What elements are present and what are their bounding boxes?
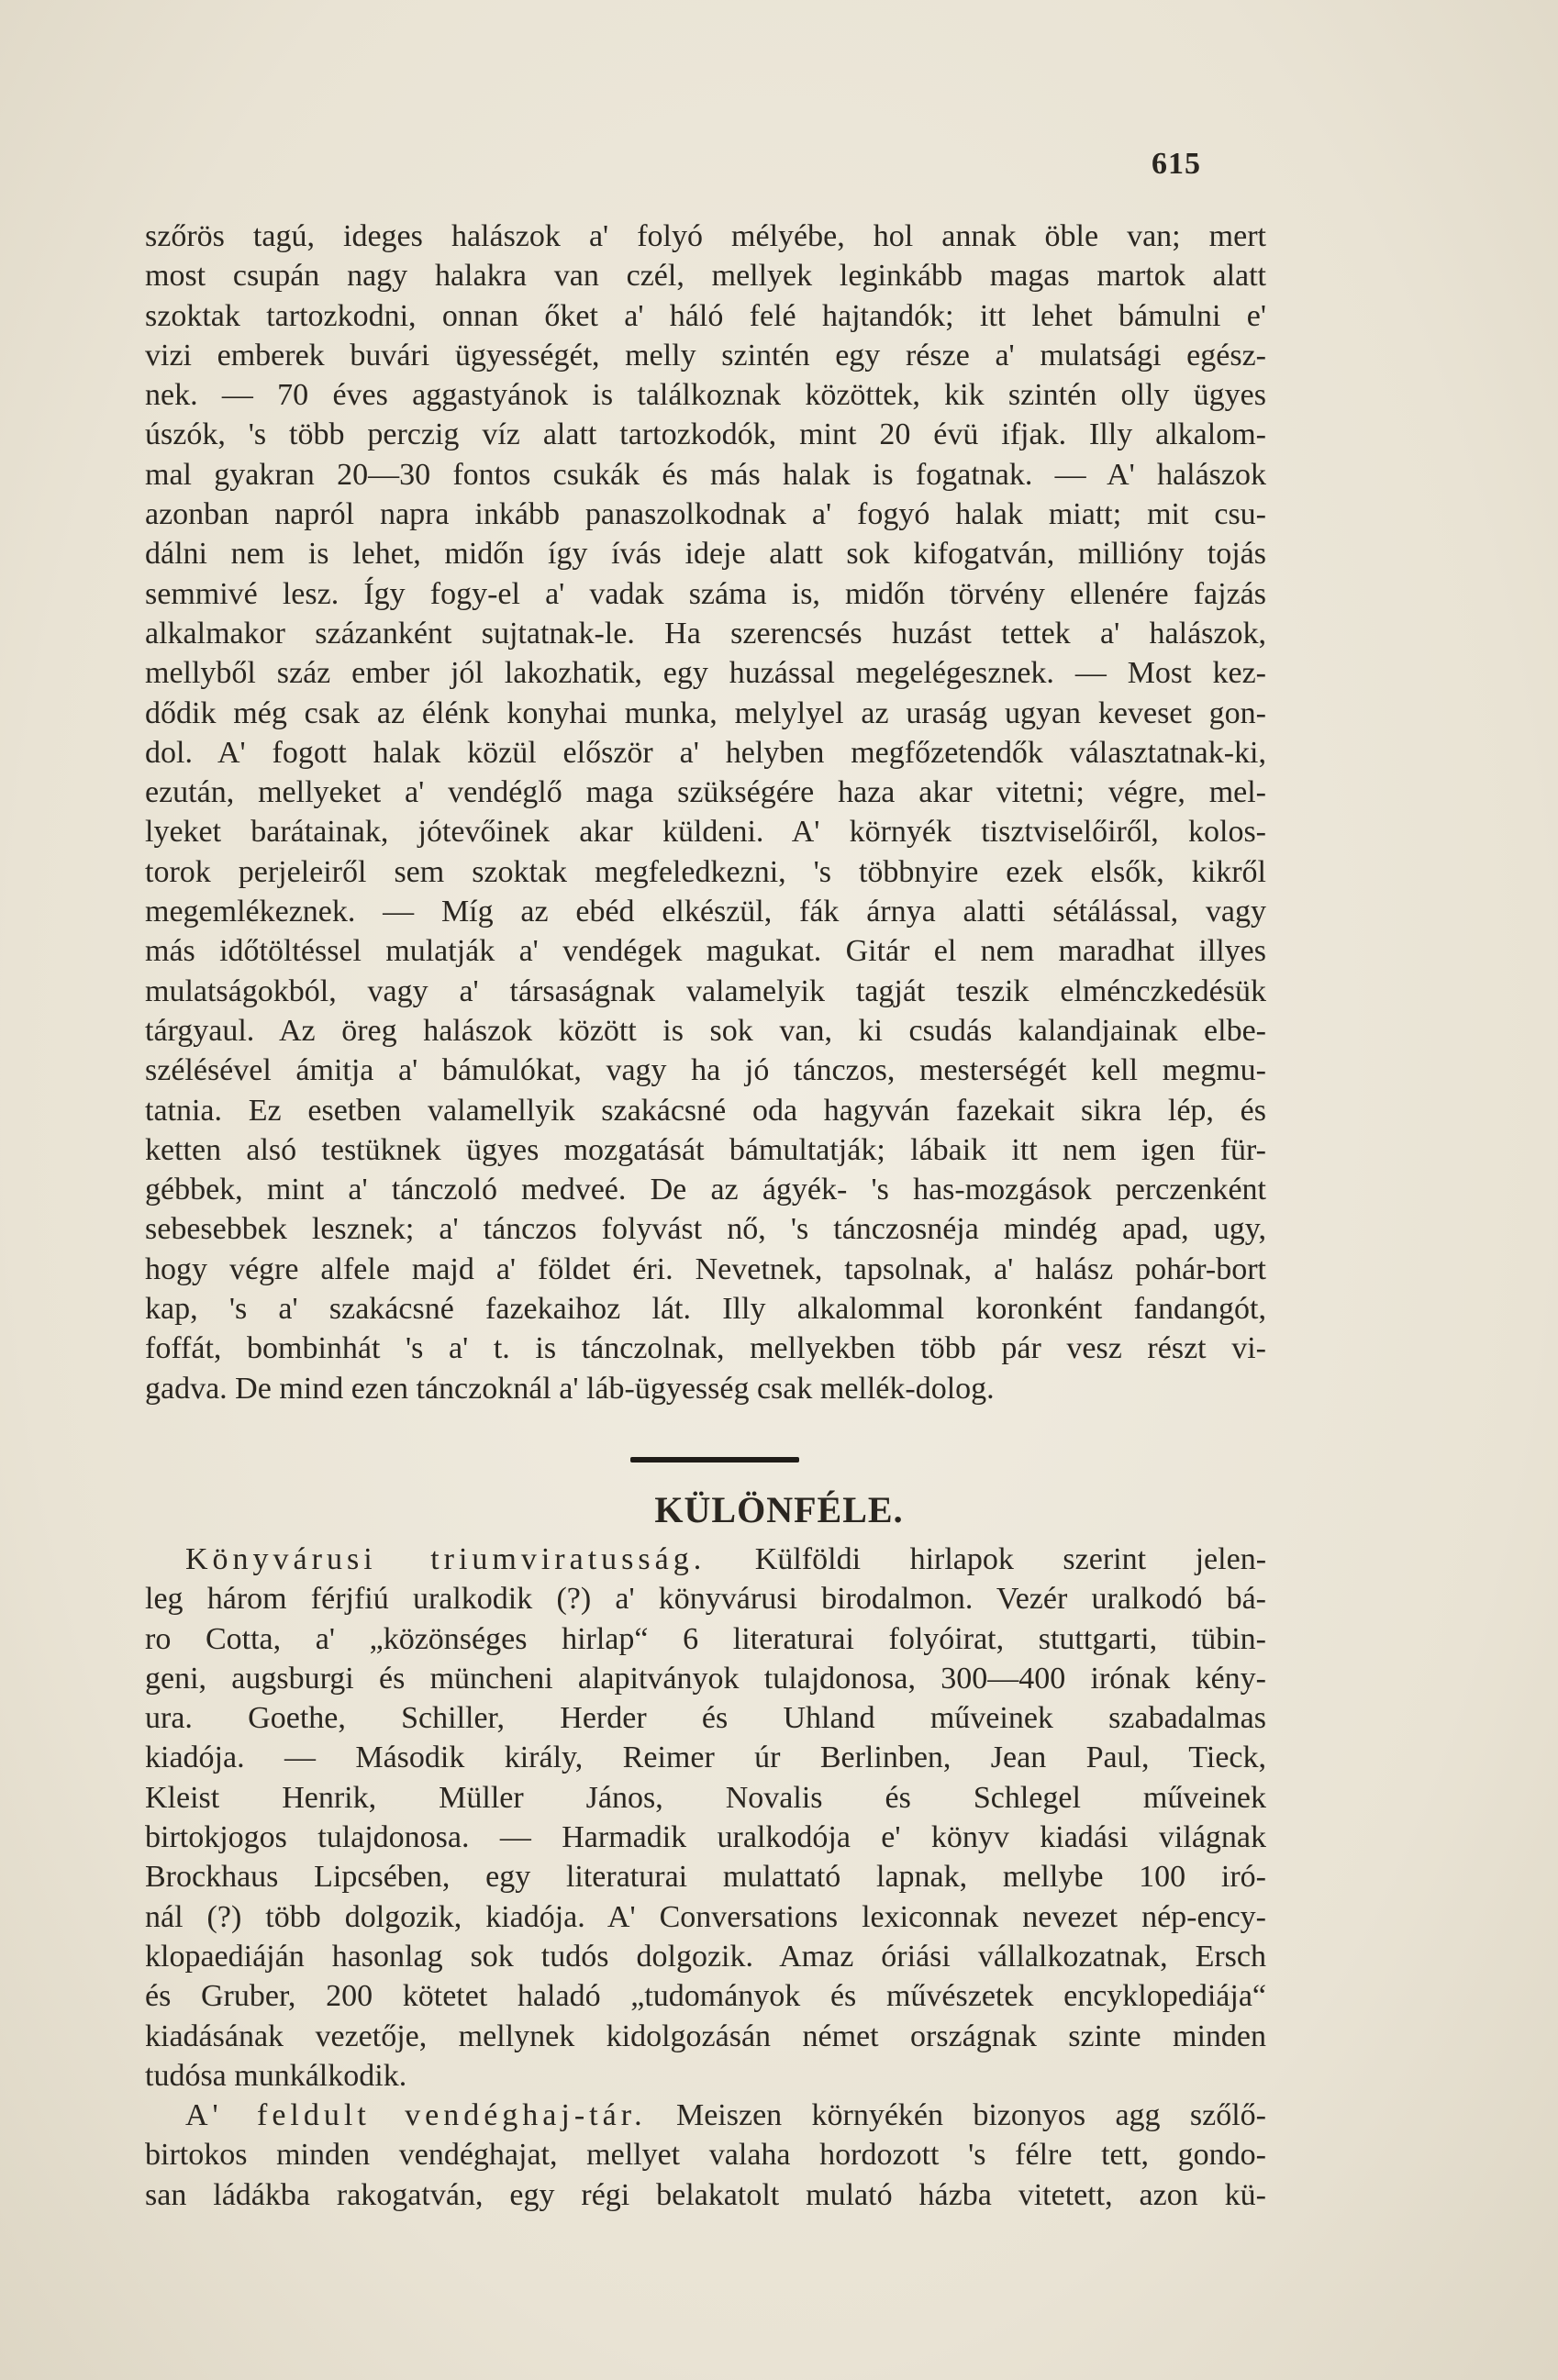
text-line: más időtöltéssel mulatják a' vendégek magukat. Gitár el nem maradhat illyes — [145, 934, 1266, 969]
text-line: torok perjeleiről sem szoktak megfeledkezni, 's többnyire ezek elsők, kikről — [145, 854, 1266, 889]
text-line: birtokos minden vendéghajat, mellyet valaha hordozott 's félre tett, gondo- — [145, 2138, 1266, 2173]
section-divider — [0, 1453, 1558, 1472]
text-line: san ládákba rakogatván, egy régi belakatolt mulató házba vitetett, azon kü- — [145, 2177, 1266, 2212]
paragraph-lead: Meiszen környékén bizonyos agg szőlő- — [675, 2098, 1266, 2133]
text-line: hogy végre alfele majd a' földet éri. Nevetnek, tapsolnak, a' halász pohár-bort — [145, 1251, 1266, 1286]
text-line: megemlékeznek. — Míg az ebéd elkészül, fák árnya alatti sétálással, vagy — [145, 895, 1266, 929]
text-line: kiadója. — Második király, Reimer úr Berlinben, Jean Paul, Tieck, — [145, 1741, 1266, 1775]
paragraph-title: A' feldult vendéghaj-tár. — [185, 2098, 647, 2133]
text-line: dálni nem is lehet, midőn így ívás ideje alatt sok kifogatván, millióny tojás — [145, 537, 1266, 572]
text-line: geni, augsburgi és müncheni alapitványok tulajdonosa, 300—400 irónak kény- — [145, 1661, 1266, 1696]
paragraph-first-line — [145, 1540, 1266, 1579]
body-text-section — [145, 1540, 1266, 2215]
text-line: ketten alsó testüknek ügyes mozgatását bámultatják; lábaik itt nem igen für- — [145, 1132, 1266, 1167]
text-line: Brockhaus Lipcsében, egy literaturai mulattató lapnak, mellybe 100 iró- — [145, 1860, 1266, 1895]
text-line: Kleist Henrik, Müller János, Novalis és Schlegel műveinek — [145, 1780, 1266, 1815]
section-heading: KÜLÖNFÉLE. — [654, 1489, 904, 1530]
text-line: ezután, mellyeket a' vendéglő maga szükségére haza akar vitetni; végre, mel- — [145, 775, 1266, 810]
text-line: kap, 's a' szakácsné fazekaihoz lát. Illy alkalommal koronként fandangót, — [145, 1292, 1266, 1327]
text-line: ro Cotta, a' „közönséges hirlap“ 6 literaturai folyóirat, stuttgarti, tübin- — [145, 1621, 1266, 1656]
text-line: birtokjogos tulajdonosa. — Harmadik uralkodója e' könyv kiadási világnak — [145, 1820, 1266, 1855]
text-line: tárgyaul. Az öreg halászok között is sok van, ki csudás kalandjainak elbe- — [145, 1013, 1266, 1048]
text-line: semmivé lesz. Így fogy-el a' vadak száma is, midőn törvény ellenére fajzás — [145, 576, 1266, 611]
text-line: klopaediáján hasonlag sok tudós dolgozik. Amaz óriási vállalkozatnak, Ersch — [145, 1939, 1266, 1974]
text-line: tudósa munkálkodik. — [145, 2058, 407, 2093]
paragraph-first-line — [145, 2096, 1266, 2135]
paragraph-title: Könyvárusi triumviratusság. — [185, 1542, 707, 1576]
text-line: foffát, bombinhát 's a' t. is tánczolnak, mellyekben több pár vesz részt vi- — [145, 1331, 1266, 1366]
body-text-top — [145, 217, 1266, 1408]
text-line: leg három férjfiú uralkodik (?) a' könyvárusi birodalmon. Vezér uralkodó bá- — [145, 1582, 1266, 1617]
text-line: tatnia. Ez esetben valamellyik szakácsné oda hagyván fazekait sikra lép, és — [145, 1093, 1266, 1128]
text-line: nál (?) több dolgozik, kiadója. A' Conversations lexiconnak nevezet nép-ency- — [145, 1899, 1266, 1934]
text-line: sebesebbek lesznek; a' tánczos folyvást nő, 's tánczosnéja mindég apad, ugy, — [145, 1212, 1266, 1247]
text-line: kiadásának vezetője, mellynek kidolgozásán német országnak szinte minden — [145, 2019, 1266, 2053]
text-line: vizi emberek buvári ügyességét, melly szintén egy része a' mulatsági egész- — [145, 338, 1266, 373]
text-line: lyeket barátainak, jótevőinek akar küldeni. A' környék tisztviselőiről, kolos- — [145, 815, 1266, 850]
divider-rule — [630, 1457, 799, 1462]
paragraph-lead: Külföldi hirlapok szerint jelen- — [754, 1542, 1267, 1576]
text-line: úszók, 's több perczig víz alatt tartozkodók, mint 20 évü ifjak. Illy alkalom- — [145, 417, 1266, 452]
text-line: mulatságokból, vagy a' társaságnak valamelyik tagját teszik elménczkedésük — [145, 973, 1266, 1008]
text-line: dol. A' fogott halak közül először a' helyben megfőzetendők választatnak-ki, — [145, 735, 1266, 770]
page-number: 615 — [1152, 147, 1201, 181]
text-line: alkalmakor százanként sujtatnak-le. Ha szerencsés huzást tettek a' halászok, — [145, 616, 1266, 651]
text-line: szélésével ámitja a' bámulókat, vagy ha jó tánczos, mesterségét kell megmu- — [145, 1053, 1266, 1088]
text-line: szőrös tagú, ideges halászok a' folyó mélyébe, hol annak öble van; mert — [145, 219, 1266, 253]
text-line: dődik még csak az élénk konyhai munka, melylyel az uraság ugyan keveset gon- — [145, 695, 1266, 730]
text-line: mal gyakran 20—30 fontos csukák és más halak is fogatnak. — A' halászok — [145, 457, 1266, 492]
text-line: gébbek, mint a' tánczoló medveé. De az ágyék- 's has-mozgások perczenként — [145, 1173, 1266, 1207]
text-line: és Gruber, 200 kötetet haladó „tudományok és művészetek encyklopediája“ — [145, 1979, 1266, 2014]
text-line: nek. — 70 éves aggastyánok is találkoznak közöttek, kik szintén olly ügyes — [145, 378, 1266, 413]
text-line: szoktak tartozkodni, onnan őket a' háló felé hajtandók; itt lehet bámulni e' — [145, 298, 1266, 333]
text-line: mellyből száz ember jól lakozhatik, egy huzással megelégesznek. — Most kez- — [145, 656, 1266, 691]
text-line: ura. Goethe, Schiller, Herder és Uhland műveinek szabadalmas — [145, 1701, 1266, 1736]
text-line: gadva. De mind ezen tánczoknál a' láb-ügyesség csak mellék-dolog. — [145, 1371, 995, 1406]
text-line: azonban napról napra inkább panaszolkodnak a' fogyó halak miatt; mit csu- — [145, 497, 1266, 532]
text-line: most csupán nagy halakra van czél, mellyek leginkább magas martok alatt — [145, 259, 1266, 294]
